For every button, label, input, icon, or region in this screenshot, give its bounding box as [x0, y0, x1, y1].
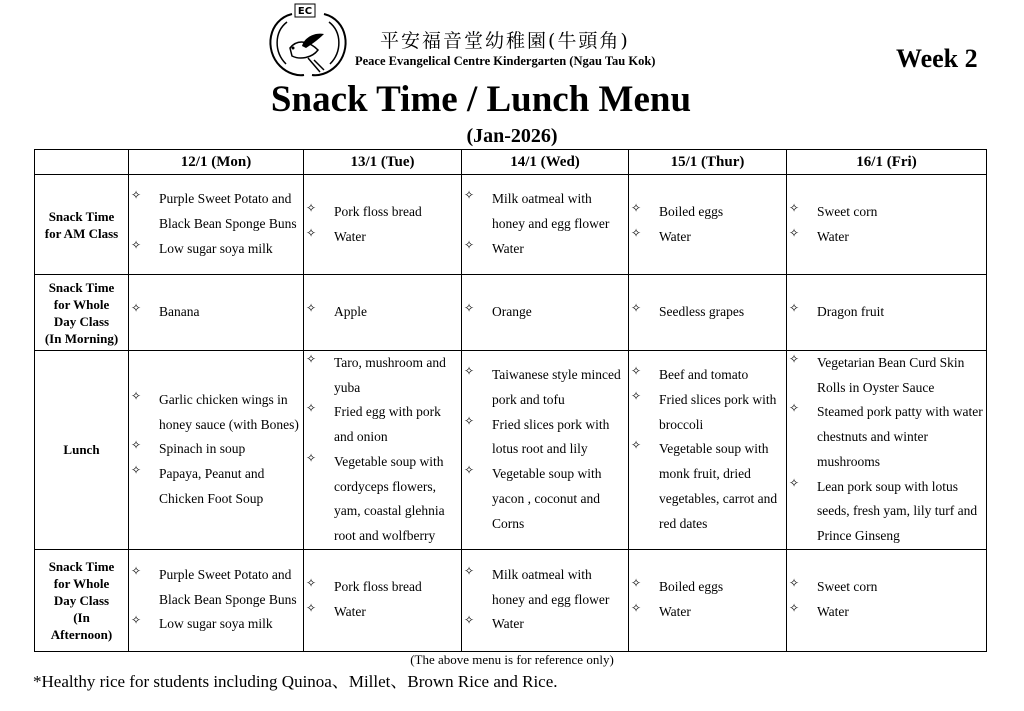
menu-item [304, 200, 459, 225]
diamond-star-icon: ✧ [131, 463, 142, 478]
diamond-star-icon: ✧ [306, 301, 317, 316]
row-label-line: (In [73, 609, 90, 625]
menu-cell [462, 275, 629, 351]
menu-item [462, 563, 626, 612]
diamond-star-icon: ✧ [464, 301, 475, 316]
afternoon-snack-row [35, 549, 987, 651]
menu-cell [629, 549, 787, 651]
diamond-star-icon: ✧ [631, 364, 642, 379]
menu-item [629, 600, 784, 625]
menu-item-text: Fried slices pork with lotus root and lily [492, 416, 610, 457]
diamond-star-icon: ✧ [631, 301, 642, 316]
menu-item-text: Sweet corn [817, 203, 878, 219]
row-label-line: (In Morning) [44, 330, 119, 346]
menu-cell [629, 175, 787, 275]
menu-cell [304, 351, 462, 550]
menu-item [304, 351, 459, 400]
menu-item-text: Lean pork soup with lotus seeds, fresh yam, lily turf and Prince Ginseng [817, 478, 978, 543]
am-snack-row [35, 175, 987, 275]
menu-item [787, 475, 984, 549]
menu-cell [787, 275, 987, 351]
diamond-star-icon: ✧ [789, 475, 800, 490]
row-label-line: Snack Time [48, 558, 115, 574]
menu-item-text: Steamed pork patty with water chestnuts and winter mushrooms [817, 404, 983, 469]
menu-item [787, 600, 984, 625]
menu-item-text: Papaya, Peanut and Chicken Foot Soup [159, 466, 265, 506]
menu-item-text: Fried egg with pork and onion [334, 404, 441, 445]
menu-item-list [462, 187, 628, 261]
school-name-english: Peace Evangelical Centre Kindergarten (Ngau Tau Kok) [355, 54, 656, 68]
menu-item [129, 187, 301, 236]
diamond-star-icon: ✧ [306, 225, 317, 240]
menu-item [787, 575, 984, 600]
menu-item-text: Garlic chicken wings in honey sauce (with Bones) [159, 392, 299, 432]
diamond-star-icon: ✧ [789, 601, 800, 616]
menu-item-text: Boiled eggs [659, 579, 724, 595]
menu-item [629, 225, 784, 250]
diamond-star-icon: ✧ [631, 576, 642, 591]
menu-item-text: Water [659, 228, 691, 244]
menu-item [462, 300, 626, 325]
day-header: 16/1 (Fri) [787, 150, 987, 175]
menu-cell [304, 175, 462, 275]
row-label [35, 175, 129, 275]
menu-item-list [629, 575, 786, 624]
diamond-star-icon: ✧ [131, 389, 142, 404]
menu-item-list [129, 563, 303, 637]
diamond-star-icon: ✧ [464, 237, 475, 252]
menu-item-text: Apple [334, 304, 367, 320]
diamond-star-icon: ✧ [789, 576, 800, 591]
menu-item [629, 388, 784, 437]
day-header: 15/1 (Thur) [629, 150, 787, 175]
menu-item-list [787, 575, 986, 624]
diamond-star-icon: ✧ [464, 188, 475, 203]
menu-cell [129, 549, 304, 651]
logo-text: EC [297, 6, 313, 17]
menu-item [787, 351, 984, 400]
diamond-star-icon: ✧ [131, 301, 142, 316]
header-row [35, 150, 987, 175]
menu-item-list [129, 388, 303, 512]
diamond-star-icon: ✧ [306, 200, 317, 215]
menu-cell [462, 175, 629, 275]
menu-cell [129, 275, 304, 351]
reference-note: (The above menu is for reference only) [410, 652, 614, 667]
menu-item-text: Spinach in soup [159, 441, 246, 457]
menu-item-text: Low sugar soya milk [159, 240, 273, 256]
diamond-star-icon: ✧ [789, 301, 800, 316]
menu-item-text: Water [334, 228, 366, 244]
menu-item-list [462, 563, 628, 637]
diamond-star-icon: ✧ [131, 237, 142, 252]
menu-item [629, 300, 784, 325]
menu-cell [462, 549, 629, 651]
menu-item [629, 363, 784, 388]
menu-cell [304, 549, 462, 651]
diamond-star-icon: ✧ [631, 389, 642, 404]
menu-item [787, 225, 984, 250]
menu-item [629, 200, 784, 225]
rice-footnote: *Healthy rice for students including Quinoa、Millet、Brown Rice and Rice. [33, 672, 558, 691]
row-label-line: Snack Time [48, 279, 115, 295]
menu-item-text: Dragon fruit [817, 304, 885, 320]
menu-item [787, 400, 984, 474]
row-label [35, 275, 129, 351]
month-subtitle: (Jan-2026) [466, 125, 558, 147]
menu-item-text: Water [492, 616, 524, 632]
menu-item-list [787, 200, 986, 249]
menu-item [462, 237, 626, 262]
menu-cell [629, 351, 787, 550]
menu-item-list [462, 300, 628, 325]
menu-item [629, 575, 784, 600]
menu-item-list [629, 300, 786, 325]
menu-item [304, 575, 459, 600]
menu-item [129, 612, 301, 637]
menu-item-list [462, 363, 628, 536]
diamond-star-icon: ✧ [131, 188, 142, 203]
menu-item [787, 200, 984, 225]
menu-item-text: Low sugar soya milk [159, 616, 273, 632]
diamond-star-icon: ✧ [789, 352, 800, 366]
menu-item-text: Seedless grapes [659, 304, 745, 320]
menu-item-text: Boiled eggs [659, 203, 724, 219]
row-label [35, 351, 129, 550]
diamond-star-icon: ✧ [306, 601, 317, 616]
menu-item-text: Water [492, 240, 524, 256]
menu-cell [629, 275, 787, 351]
diamond-star-icon: ✧ [631, 200, 642, 215]
menu-item [129, 437, 301, 462]
menu-item-list [304, 351, 461, 549]
menu-item [304, 450, 459, 549]
menu-item-list [129, 187, 303, 261]
diamond-star-icon: ✧ [306, 576, 317, 591]
menu-item-text: Beef and tomato [659, 367, 749, 383]
menu-item [462, 462, 626, 536]
menu-item [304, 600, 459, 625]
menu-item-text: Milk oatmeal with honey and egg flower [492, 191, 610, 232]
menu-item-text: Purple Sweet Potato and Black Bean Sponge Buns [159, 567, 297, 607]
menu-item [304, 225, 459, 250]
diamond-star-icon: ✧ [131, 613, 142, 628]
menu-item-text: Water [659, 604, 691, 620]
diamond-star-icon: ✧ [464, 364, 475, 379]
menu-item [129, 300, 301, 325]
menu-item-list [304, 575, 461, 624]
diamond-star-icon: ✧ [464, 413, 475, 428]
row-label-line: Day Class [53, 313, 110, 329]
menu-item-text: Banana [159, 304, 200, 320]
row-label-line: for AM Class [44, 225, 119, 241]
menu-item-text: Sweet corn [817, 579, 878, 595]
menu-item [304, 400, 459, 449]
menu-item-text: Vegetable soup with yacon , coconut and Corns [492, 466, 602, 531]
diamond-star-icon: ✧ [631, 601, 642, 616]
day-header: 12/1 (Mon) [129, 150, 304, 175]
diamond-star-icon: ✧ [789, 225, 800, 240]
menu-cell [787, 175, 987, 275]
diamond-star-icon: ✧ [631, 225, 642, 240]
menu-item [129, 237, 301, 262]
menu-item-text: Fried slices pork with broccoli [659, 392, 777, 432]
menu-item-text: Vegetable soup with cordyceps flowers, yam, coastal glehnia root and wolfberry [334, 453, 445, 543]
school-logo [262, 2, 354, 80]
menu-item-text: Pork floss bread [334, 203, 422, 219]
menu-item-text: Taiwanese style minced pork and tofu [492, 367, 621, 408]
menu-item-text: Milk oatmeal with honey and egg flower [492, 567, 610, 607]
row-label-line: for Whole [53, 575, 110, 591]
diamond-star-icon: ✧ [789, 200, 800, 215]
diamond-star-icon: ✧ [631, 438, 642, 453]
diamond-star-icon: ✧ [464, 613, 475, 628]
menu-item [462, 363, 626, 412]
school-name-chinese: 平安福音堂幼稚園(牛頭角) [380, 30, 630, 52]
menu-item-list [787, 351, 986, 549]
menu-cell [129, 175, 304, 275]
menu-item-list [787, 300, 986, 325]
menu-cell [787, 549, 987, 651]
menu-table [34, 149, 987, 652]
menu-item-list [629, 363, 786, 536]
menu-item [129, 462, 301, 511]
diamond-star-icon: ✧ [306, 401, 317, 416]
menu-cell [462, 351, 629, 550]
menu-item [462, 187, 626, 236]
menu-item [462, 413, 626, 462]
menu-item-list [129, 300, 303, 325]
menu-item-text: Vegetable soup with monk fruit, dried vegetables, carrot and red dates [659, 441, 778, 531]
diamond-star-icon: ✧ [131, 564, 142, 579]
menu-item [462, 612, 626, 637]
row-label-line: for Whole [53, 296, 110, 312]
menu-item [129, 388, 301, 437]
menu-item [787, 300, 984, 325]
menu-item [304, 300, 459, 325]
corner-cell [35, 150, 129, 175]
menu-cell [787, 351, 987, 550]
menu-cell [129, 351, 304, 550]
menu-item-list [629, 200, 786, 249]
row-label [35, 549, 129, 651]
row-label-line: Snack Time [48, 208, 115, 224]
morning-snack-row [35, 275, 987, 351]
row-label-line: Lunch [63, 442, 100, 458]
menu-item-text: Water [817, 228, 849, 244]
lunch-row [35, 351, 987, 550]
menu-item [129, 563, 301, 612]
menu-item-text: Water [334, 604, 366, 620]
diamond-star-icon: ✧ [306, 450, 317, 465]
menu-cell [304, 275, 462, 351]
row-label-line: Day Class [53, 592, 110, 608]
menu-item-text: Taro, mushroom and yuba [334, 355, 446, 395]
menu-item-list [304, 300, 461, 325]
menu-item-list [304, 200, 461, 249]
menu-item-text: Water [817, 604, 849, 620]
week-label: Week 2 [896, 44, 978, 73]
page-title: Snack Time / Lunch Menu [270, 79, 692, 120]
diamond-star-icon: ✧ [789, 401, 800, 416]
diamond-star-icon: ✧ [131, 438, 142, 453]
diamond-star-icon: ✧ [464, 564, 475, 579]
day-header: 13/1 (Tue) [304, 150, 462, 175]
row-label-line: Afternoon) [50, 626, 113, 642]
menu-item-text: Pork floss bread [334, 579, 422, 595]
menu-item-text: Orange [492, 304, 532, 320]
menu-item-text: Purple Sweet Potato and Black Bean Sponge Buns [159, 191, 297, 232]
diamond-star-icon: ✧ [464, 463, 475, 478]
menu-item-text: Vegetarian Bean Curd Skin Rolls in Oyster Sauce [817, 355, 965, 395]
day-header: 14/1 (Wed) [462, 150, 629, 175]
diamond-star-icon: ✧ [306, 352, 317, 366]
menu-item [629, 437, 784, 536]
